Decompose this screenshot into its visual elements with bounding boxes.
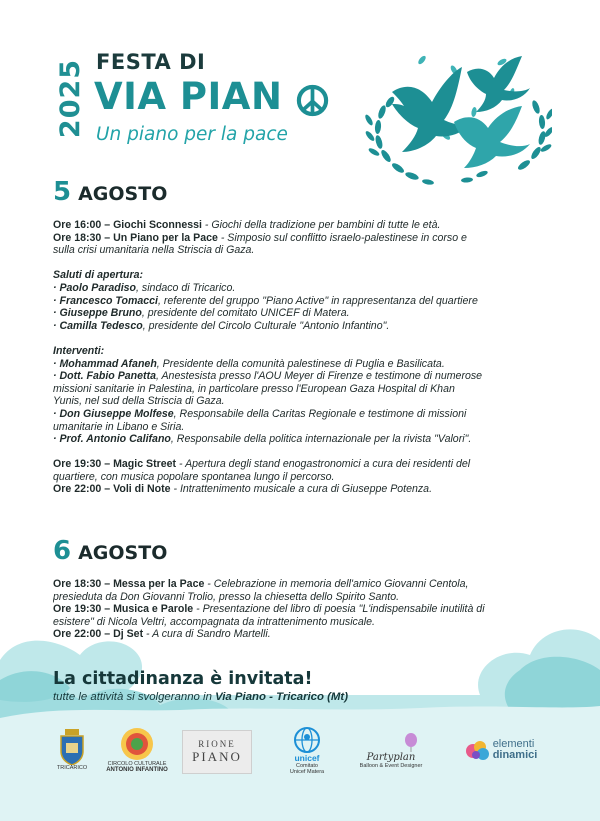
day-month: AGOSTO	[78, 183, 168, 205]
day-5-agosto-header	[53, 177, 167, 207]
day-month: AGOSTO	[78, 542, 168, 564]
speaker-line: · Mohammad Afaneh, Presidente della comunità palestinese di Puglia e Basilicata.	[53, 357, 445, 370]
speaker-line: · Dott. Fabio Panetta, Anestesista presso l'AOU Meyer di Firenze e testimone di numerose	[53, 370, 483, 383]
elementi-text: elementi dinamici	[492, 738, 538, 761]
day-5-program	[53, 219, 553, 496]
doves-wreath-illustration	[362, 52, 552, 192]
elementi-dinamici-logo	[448, 722, 554, 778]
event-line-cont: presieduta da Don Giovanni Trolio, presso la chiesetta dello Spirito Santo.	[53, 590, 400, 603]
coat-of-arms-icon	[59, 729, 85, 765]
unicef-logo: unicef Comitato Unicef Matera	[284, 722, 330, 778]
circolo-infantino-logo: CIRCOLO CULTURALE ANTONIO INFANTINO	[114, 722, 160, 778]
speaker-line: · Francesco Tomacci, referente del gruppo "Piano Active" in rappresentanza del quartiere	[53, 294, 478, 307]
festa-di-title: FESTA DI	[96, 50, 206, 74]
saluti-title: Saluti di apertura:	[53, 269, 144, 282]
day-number: 6	[53, 536, 72, 566]
invite-headline: La cittadinanza è invitata!	[53, 669, 313, 689]
day-number: 5	[53, 177, 72, 207]
flower-emblem-icon	[120, 727, 154, 761]
event-line: Ore 19:30 – Musica e Parole - Presentazione del libro di poesia "L'indispensabile inutilità di	[53, 603, 485, 616]
event-line: Ore 18:30 – Messa per la Pace - Celebrazione in memoria dell'amico Giovanni Centola,	[53, 578, 469, 590]
speaker-line: · Camilla Tedesco, presidente del Circolo Culturale "Antonio Infantino".	[53, 319, 390, 332]
event-line: Ore 18:30 – Un Piano per la Pace - Simposio sul conflitto israelo-palestinese in corso e	[53, 231, 467, 244]
partyplan-logo: Partyplan Balloon & Event Designer	[356, 722, 426, 778]
speaker-line: · Giuseppe Bruno, presidente del comitato UNICEF di Matera.	[53, 307, 350, 320]
event-line-cont: sulla crisi umanitaria nella Striscia di Gaza.	[53, 244, 255, 257]
via-piano-text: VIA PIAN	[94, 75, 283, 118]
year-text: 2025	[55, 58, 87, 138]
event-line-cont: quartiere, con musica popolare spontanea lungo il percorso.	[53, 470, 335, 483]
unicef-globe-icon	[293, 726, 321, 754]
year-vertical	[51, 52, 91, 144]
speaker-line: · Paolo Paradiso, sindaco di Tricarico.	[53, 281, 236, 294]
day-6-program	[53, 578, 553, 641]
peace-icon	[296, 84, 329, 117]
event-line: Ore 22:00 – Voli di Note - Intrattenimento musicale a cura di Giuseppe Potenza.	[53, 483, 433, 496]
day-6-agosto-header	[53, 536, 167, 566]
event-line: Ore 22:00 – Dj Set - A cura di Sandro Martelli.	[53, 628, 271, 641]
speaker-line-cont: missioni sanitarie in Palestina, in particolare presso l'European Gaza Hospital di Khan	[53, 382, 455, 395]
event-line: Ore 16:00 – Giochi Sconnessi - Giochi della tradizione per bambini di tutte le età.	[53, 219, 441, 231]
interventi-title: Interventi:	[53, 344, 105, 357]
balloon-icon	[401, 732, 421, 752]
event-line: Ore 19:30 – Magic Street - Apertura degli stand enogastronomici a cura dei residenti del	[53, 458, 471, 471]
colorful-blob-icon	[465, 739, 491, 761]
invite-subline: tutte le attività si svolgeranno in Via Piano - Tricarico (Mt)	[53, 691, 349, 703]
speaker-line-cont: umanitarie in Libano e Siria.	[53, 420, 185, 433]
event-line-cont: esistere" di Nicola Veltri, accompagnata da intrattenimento musicale.	[53, 615, 375, 628]
speaker-line: · Don Giuseppe Molfese, Responsabile della Caritas Regionale e testimone di missioni	[53, 407, 467, 420]
subtitle: Un piano per la pace	[96, 124, 288, 145]
rione-piano-logo: RIONE PIANO	[182, 730, 252, 774]
sponsor-logos	[0, 722, 600, 782]
via-piano-title	[94, 75, 282, 118]
comune-tricarico-logo: TRICARICO	[52, 722, 92, 778]
speaker-line-cont: Yunis, nel sud della Striscia di Gaza.	[53, 395, 225, 408]
speaker-line: · Prof. Antonio Califano, Responsabile della politica internazionale per la rivista "Valori".	[53, 433, 472, 446]
